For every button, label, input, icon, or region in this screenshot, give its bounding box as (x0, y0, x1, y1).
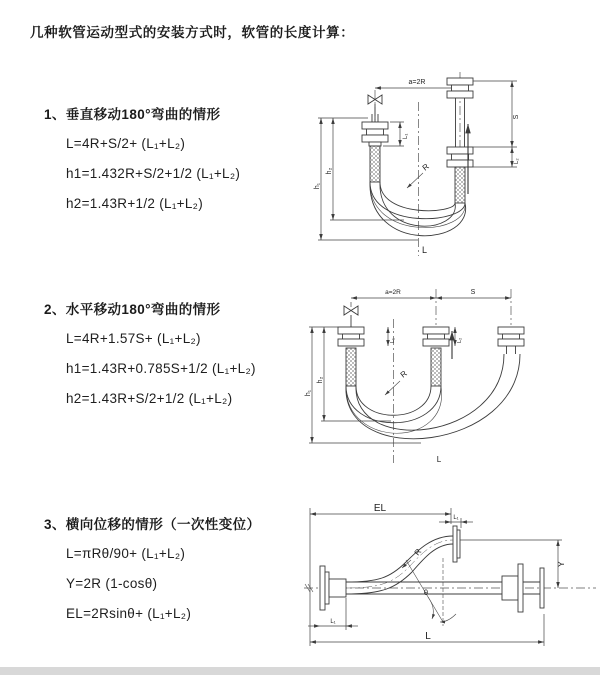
dim-a2r-s (351, 289, 511, 307)
radius-callout (407, 162, 431, 188)
formula-line: h2=1.43R+S/2+1/2 (L₁+L₂) (66, 391, 233, 406)
dim-s-label: S (513, 114, 520, 120)
valve-icon (368, 95, 382, 122)
diagram-vertical-180-bend (312, 68, 592, 264)
radius-label: R (398, 368, 409, 380)
section-2-heading: 2、水平移动180°弯曲的情形 (44, 302, 221, 317)
section-2 (44, 298, 256, 414)
dim-h2-label: h₂ (326, 167, 333, 175)
dim-l (310, 614, 544, 646)
dim-a2r-label: a=2R (385, 289, 401, 296)
braided-hose-section (455, 167, 465, 203)
angle-theta-label: θ (423, 588, 429, 597)
section-1-heading: 1、垂直移动180°弯曲的情形 (44, 107, 221, 122)
radius-construction (402, 547, 443, 626)
dim-s-right (473, 81, 520, 167)
left-flange (320, 566, 346, 610)
dim-h1-label: h₁ (305, 389, 312, 397)
formula-line: EL=2Rsinθ+ (L₁+L₂) (66, 606, 192, 621)
dim-l1-top-label: L₁ (453, 515, 459, 521)
braided-hose-section (370, 146, 380, 182)
dim-l-label: L (425, 631, 431, 642)
dim-y-label: Y (556, 561, 566, 567)
dim-l1-bottom-label: L₁ (330, 619, 336, 625)
formula-line: Y=2R (1-cosθ) (66, 576, 158, 591)
upper-flange (453, 526, 460, 562)
formula-line: h1=1.432R+S/2+1/2 (L₁+L₂) (66, 166, 241, 181)
dim-l1-bottom (308, 598, 358, 630)
diagram-horizontal-180-bend (303, 281, 595, 467)
page-title: 几种软管运动型式的安装方式时，软管的长度计算： (30, 25, 355, 40)
left-pipe-fitting (338, 327, 364, 386)
braided-hose-section (431, 348, 441, 386)
valve-icon (344, 306, 358, 327)
dim-l2-label: L₂ (514, 158, 520, 164)
formula-line: L=4R+1.57S+ (L₁+L₂) (66, 331, 201, 346)
dim-s-label: S (470, 289, 476, 296)
formula-line: h1=1.43R+0.785S+1/2 (L₁+L₂) (66, 361, 256, 376)
dim-a2r-label: a=2R (408, 79, 426, 86)
radius-callout (385, 369, 409, 395)
dim-h2-label: h₂ (317, 376, 324, 384)
dim-l2-label: L₂ (457, 337, 463, 343)
left-pipe-fitting (362, 122, 388, 182)
hose-u-curves (370, 182, 466, 236)
diagram-lateral-displacement (300, 500, 600, 662)
page-bottom-edge (0, 667, 600, 675)
formula-line: L=4R+S/2+ (L₁+L₂) (66, 136, 186, 151)
section-3-heading: 3、横向位移的情形（一次性变位） (44, 517, 261, 532)
length-label: L (422, 245, 428, 255)
radius-label: R (420, 161, 431, 173)
dim-el-label: EL (373, 503, 387, 514)
braided-hose-section (346, 348, 356, 386)
right-pipe-fitting (498, 327, 524, 354)
section-3 (44, 513, 260, 629)
dim-h1-label: h₁ (314, 182, 321, 190)
section-1 (44, 103, 240, 219)
hose-s-curve (346, 536, 453, 594)
length-label: L (436, 455, 442, 464)
dim-l1-label: L₁ (390, 338, 396, 343)
dim-l1-label: L₁ (403, 133, 409, 139)
middle-pipe-fitting (423, 327, 449, 386)
formula-line: L=πRθ/90+ (L₁+L₂) (66, 546, 186, 561)
centerlines (394, 289, 512, 463)
radius-label: R (412, 547, 424, 558)
formula-line: h2=1.43R+1/2 (L₁+L₂) (66, 196, 204, 211)
